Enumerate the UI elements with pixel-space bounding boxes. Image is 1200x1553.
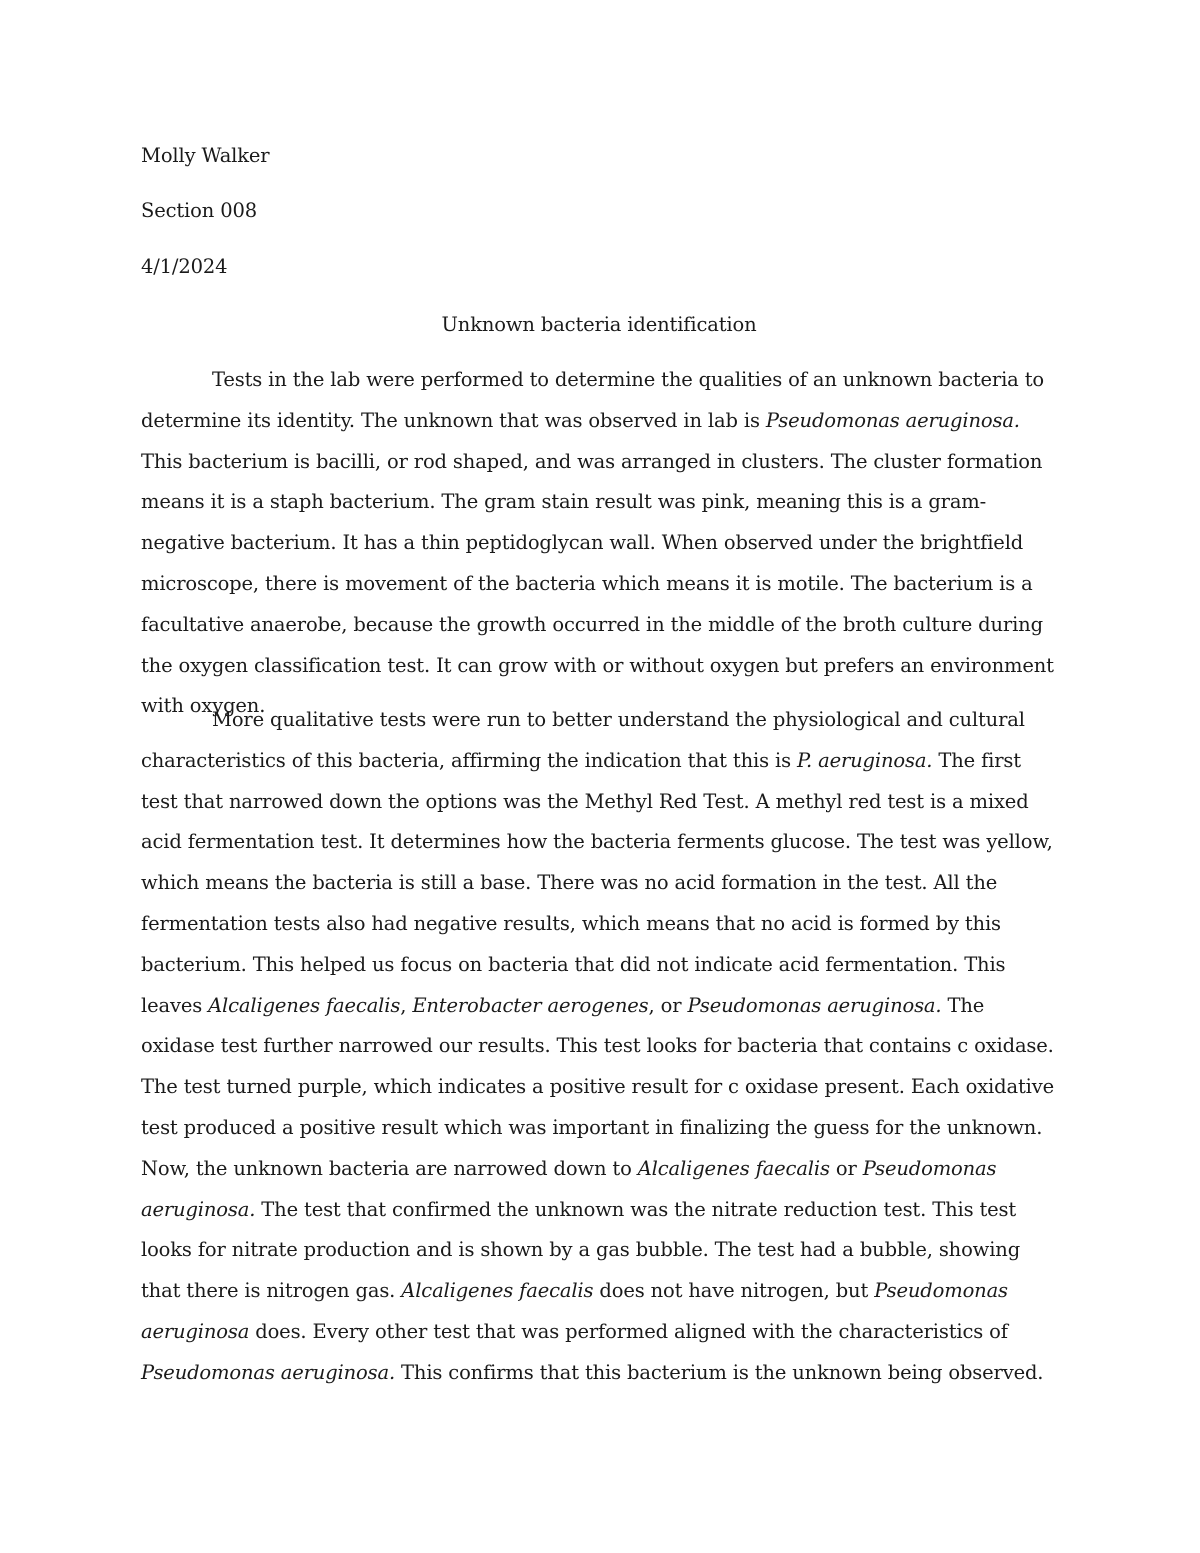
italic-species-name: Pseudomonas aeruginosa. <box>687 993 942 1017</box>
text-run: or <box>829 1156 863 1180</box>
text-run: More qualitative tests were run to better understand the physiological and cultural characteristics of this bacteria, affirming the indication that this is <box>141 708 1025 772</box>
italic-species-name: Pseudomonas aeruginosa. <box>141 1156 997 1221</box>
author-name: Molly Walker <box>141 144 270 167</box>
body-paragraph-1 <box>141 360 1059 727</box>
text-run: The first test that narrowed down the options was the Methyl Red Test. A methyl red test is a mixed acid fermentation test. It determines how the bacteria ferments glucose. The test was yellow, which means the bacteria is still a base. There was no acid formation in the test. All the fermentation tests also had negative results, which means that no acid is formed by this bacterium. This helped us focus on bacteria that did not indicate acid fermentation. This leaves <box>141 748 1053 1017</box>
text-run: , or <box>648 993 688 1017</box>
paragraph-text <box>141 360 1059 727</box>
text-run: , <box>400 993 413 1017</box>
text-run: does. Every other test that was performed aligned with the characteristics of <box>249 1319 1008 1343</box>
italic-species-name: Pseudomonas aeruginosa. <box>141 1360 395 1384</box>
italic-species-name: P. aeruginosa. <box>796 748 933 772</box>
body-paragraph-2 <box>141 700 1059 1394</box>
italic-species-name: Alcaligenes faecalis <box>208 993 401 1017</box>
text-run: This confirms that this bacterium is the unknown being observed. <box>395 1360 1044 1384</box>
italic-species-name: Enterobacter aerogenes <box>412 993 649 1017</box>
italic-species-name: Pseudomonas aeruginosa. <box>765 408 1020 432</box>
text-run: Tests in the lab were performed to determine the qualities of an unknown bacteria to determine its identity. The unknown that was observed in lab is <box>141 368 1044 432</box>
text-run: This bacterium is bacilli, or rod shaped, and was arranged in clusters. The cluster formation means it is a staph bacterium. The gram stain result was pink, meaning this is a gram-negative bacterium. It has a thin peptidoglycan wall. When observed under the brightfield microscope, there is movement of the bacteria which means it is motile. The bacterium is a facultative anaerobe, because the growth occurred in the middle of the broth culture during the oxygen classification test. It can grow with or without oxygen but prefers an environment with oxygen. <box>141 449 1054 718</box>
italic-species-name: Alcaligenes faecalis <box>637 1156 830 1180</box>
text-run: The oxidase test further narrowed our results. This test looks for bacteria that contains c oxidase. The test turned purple, which indicates a positive result for c oxidase present. Each oxidative test produced a positive result which was important in finalizing the guess for the unknown. Now, the unknown bacteria are narrowed down to <box>141 993 1054 1180</box>
paragraph-text <box>141 700 1059 1394</box>
text-run: does not have nitrogen, but <box>593 1279 875 1303</box>
section-number: Section 008 <box>141 199 257 222</box>
text-run: The test that confirmed the unknown was the nitrate reduction test. This test looks for nitrate production and is shown by a gas bubble. The test had a bubble, showing that there is nitrogen gas. <box>141 1197 1021 1303</box>
document-title: Unknown bacteria identification <box>441 313 757 336</box>
italic-species-name: Alcaligenes faecalis <box>401 1279 594 1303</box>
document-date: 4/1/2024 <box>141 255 228 278</box>
italic-species-name: Pseudomonas aeruginosa <box>141 1279 1008 1343</box>
